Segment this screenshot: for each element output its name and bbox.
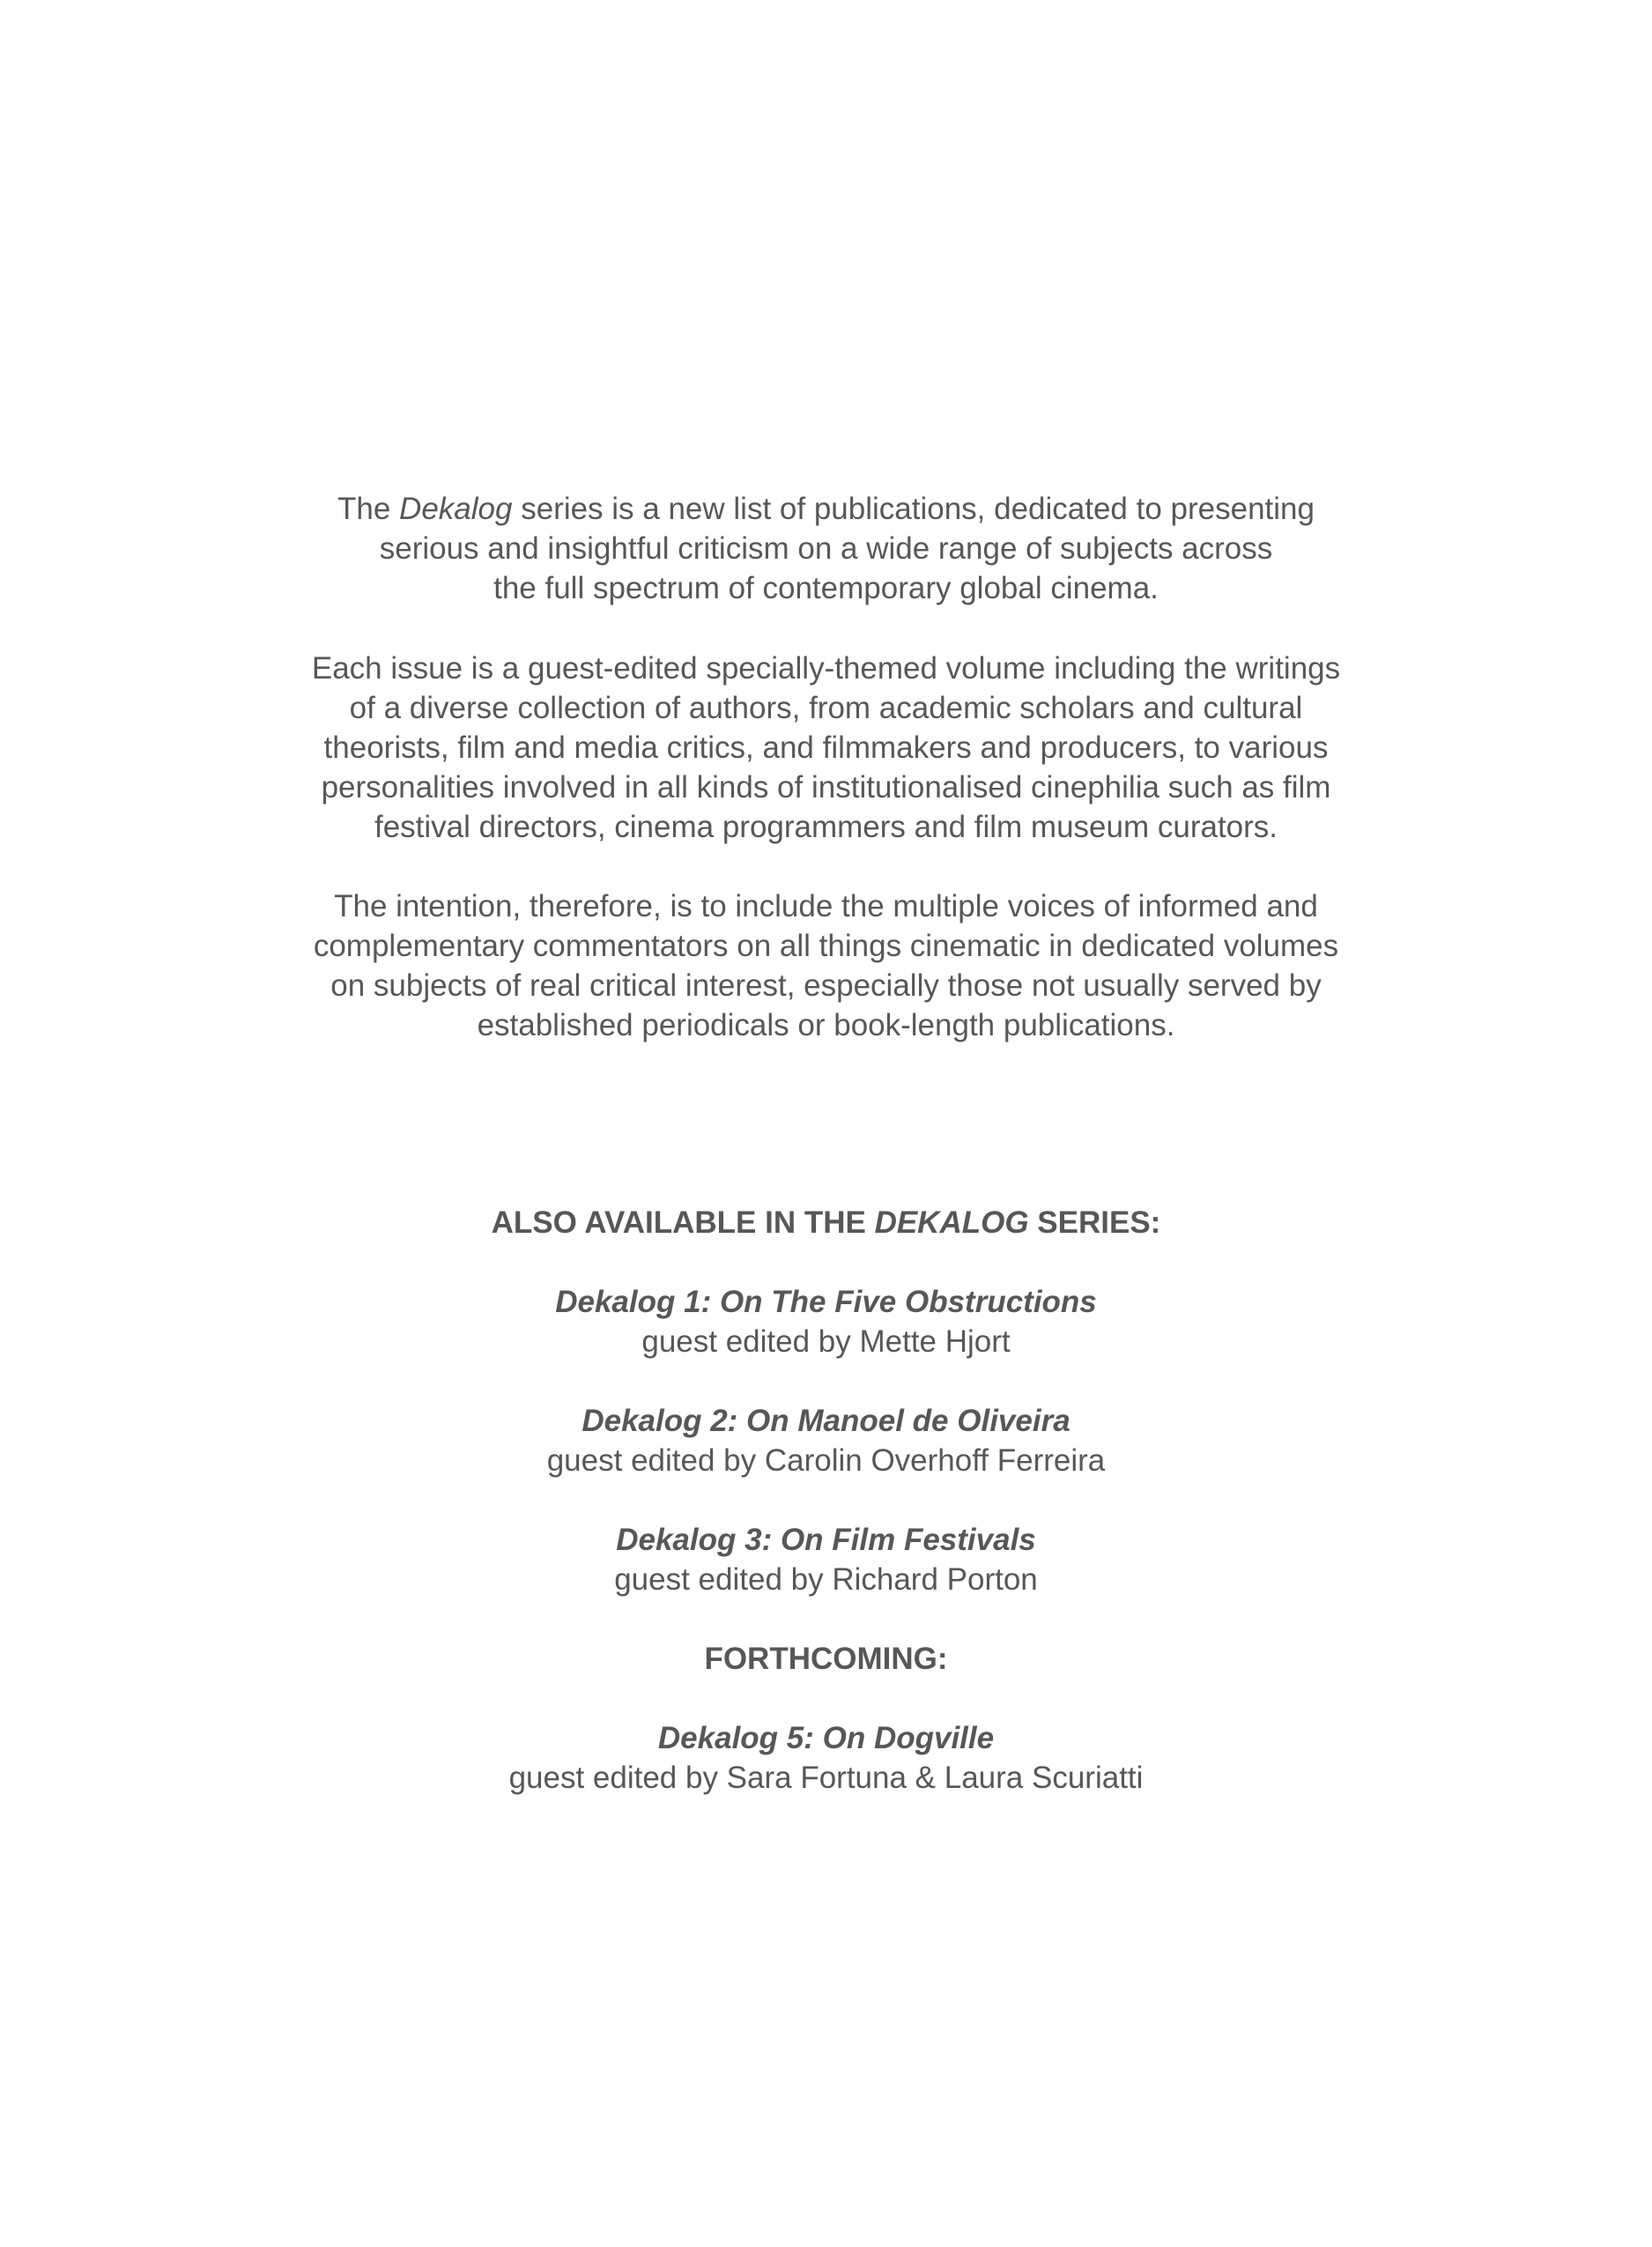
book-title: Dekalog 2: On Manoel de Oliveira	[582, 1404, 1070, 1438]
book-editor: guest edited by Mette Hjort	[641, 1324, 1011, 1359]
book-title: Dekalog 1: On The Five Obstructions	[555, 1285, 1097, 1319]
book-title: Dekalog 3: On Film Festivals	[616, 1523, 1036, 1557]
book-entry	[220, 1520, 1432, 1599]
intro-paragraph-1	[220, 489, 1432, 608]
forthcoming-heading: FORTHCOMING:	[704, 1642, 948, 1676]
intro-line	[220, 489, 1432, 529]
series-catalog	[220, 1203, 1432, 1798]
intro-line: Each issue is a guest-edited specially-themed volume including the writings	[311, 651, 1341, 686]
intro-line: serious and insightful criticism on a wide range of subjects across	[379, 531, 1273, 566]
forthcoming-section	[220, 1639, 1432, 1679]
intro-line: personalities involved in all kinds of institutionalised cinephilia such as film	[321, 770, 1331, 805]
intro-line: festival directors, cinema programmers and film museum curators.	[374, 810, 1278, 844]
intro-line: complementary commentators on all things cinematic in dedicated volumes	[313, 929, 1339, 963]
intro-line: the full spectrum of contemporary global cinema.	[493, 571, 1159, 605]
intro-line: theorists, film and media critics, and filmmakers and producers, to various	[323, 730, 1329, 765]
book-editor: guest edited by Richard Porton	[614, 1562, 1038, 1597]
book-entry	[220, 1282, 1432, 1361]
intro-line: on subjects of real critical interest, especially those not usually served by	[330, 968, 1322, 1003]
text-run: The	[337, 492, 400, 526]
intro-paragraph-3	[220, 886, 1432, 1045]
text-run: ALSO AVAILABLE IN THE	[491, 1205, 875, 1240]
intro-line: established periodicals or book-length publications.	[477, 1008, 1175, 1042]
series-name: DEKALOG	[874, 1205, 1029, 1240]
book-title: Dekalog 5: On Dogville	[657, 1721, 995, 1755]
book-editor: guest edited by Carolin Overhoff Ferreira	[546, 1443, 1106, 1478]
book-entry	[220, 1718, 1432, 1798]
intro-paragraph-2	[220, 649, 1432, 847]
book-editor: guest edited by Sara Fortuna & Laura Scuriatti	[508, 1761, 1144, 1795]
book-entry	[220, 1401, 1432, 1480]
text-run: SERIES:	[1028, 1205, 1161, 1240]
intro-line: of a diverse collection of authors, from academic scholars and cultural	[349, 691, 1303, 725]
series-name: Dekalog	[399, 492, 513, 526]
text-run: series is a new list of publications, dedicated to presenting	[512, 492, 1315, 526]
intro-line: The intention, therefore, is to include the multiple voices of informed and	[334, 889, 1318, 923]
catalog-heading	[220, 1203, 1432, 1242]
